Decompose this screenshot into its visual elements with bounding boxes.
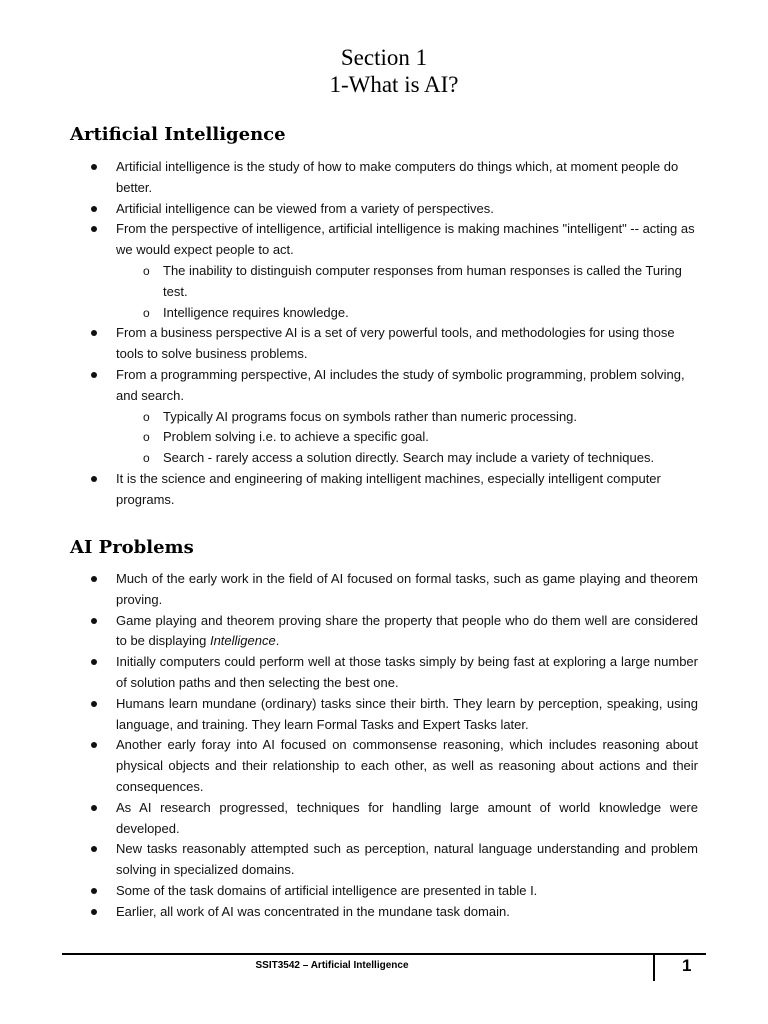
circle-bullet-icon: o	[143, 430, 150, 445]
list-item: New tasks reasonably attempted such as perception, natural language understanding and problem solving in specialized domains.	[116, 839, 698, 881]
list-item: Artificial intelligence is the study of how to make computers do things which, at moment people do better.	[116, 157, 698, 199]
bullet-dot-icon	[91, 805, 97, 811]
heading-artificial-intelligence: Artificial Intelligence	[70, 124, 286, 145]
bullet-dot-icon	[91, 372, 97, 378]
list-item: It is the science and engineering of making intelligent machines, especially intelligent computer programs.	[116, 469, 698, 511]
circle-bullet-icon: o	[143, 451, 150, 466]
sub-list-item: o Search - rarely access a solution directly. Search may include a variety of techniques.	[163, 448, 698, 469]
ai-definitions-list	[0, 157, 768, 511]
bullet-dot-icon	[91, 330, 97, 336]
page-number: 1	[682, 956, 692, 975]
ai-problems-list	[0, 569, 768, 923]
bullet-dot-icon	[91, 164, 97, 170]
bullet-dot-icon	[91, 909, 97, 915]
bullet-dot-icon	[91, 659, 97, 665]
page-title: 1-What is AI?	[329, 72, 459, 97]
bullet-dot-icon	[91, 476, 97, 482]
list-item: From a programming perspective, AI includes the study of symbolic programming, problem solving, and search. o Typically AI programs focus on symbols rather than numeric processing. o Problem solving i.e. to achieve a specific goal. o Search - rarely access a solution directly. Search may include a variety of techniques.	[116, 365, 698, 469]
circle-bullet-icon: o	[143, 409, 150, 424]
list-item: Another early foray into AI focused on commonsense reasoning, which includes reasoning about physical objects and their relationship to each other, as well as reasoning about actions and their consequences.	[116, 735, 698, 797]
list-item: Some of the task domains of artificial intelligence are presented in table I.	[116, 881, 698, 902]
list-item: From a business perspective AI is a set of very powerful tools, and methodologies for using those tools to solve business problems.	[116, 323, 698, 365]
sub-list	[116, 407, 698, 469]
list-item: Artificial intelligence can be viewed from a variety of perspectives.	[116, 199, 698, 220]
sub-list-item: o Problem solving i.e. to achieve a specific goal.	[163, 427, 698, 448]
circle-bullet-icon: o	[143, 305, 150, 320]
bullet-dot-icon	[91, 846, 97, 852]
footer-course-title: SSIT3542 – Artificial Intelligence	[255, 960, 409, 971]
list-item: Humans learn mundane (ordinary) tasks since their birth. They learn by perception, speaking, using language, and training. They learn Formal Tasks and Expert Tasks later.	[116, 694, 698, 736]
sub-list-item: o Typically AI programs focus on symbols rather than numeric processing.	[163, 407, 698, 428]
sub-list-item: o The inability to distinguish computer responses from human responses is called the Turing test.	[143, 262, 682, 299]
bullet-dot-icon	[91, 701, 97, 707]
bullet-dot-icon	[91, 888, 97, 894]
list-item: Initially computers could perform well at those tasks simply by being fast at exploring a large number of solution paths and then selecting the best one.	[116, 652, 698, 694]
heading-ai-problems: AI Problems	[70, 537, 194, 558]
footer-page-divider	[653, 953, 655, 981]
circle-bullet-icon: o	[143, 263, 150, 278]
footer-divider	[62, 953, 706, 955]
sub-list	[116, 261, 698, 323]
bullet-dot-icon	[91, 576, 97, 582]
list-item: Much of the early work in the field of AI focused on formal tasks, such as game playing and theorem proving.	[116, 569, 698, 611]
bullet-dot-icon	[91, 226, 97, 232]
sub-list-item: o Intelligence requires knowledge.	[163, 303, 698, 324]
list-item: From the perspective of intelligence, artificial intelligence is making machines "intelligent" -- acting as we would expect people to act. o The inability to distinguish computer responses from human responses is called the Turing test. o Intelligence requires knowledge.	[116, 219, 698, 323]
emphasis-intelligence: Intelligence	[209, 633, 276, 649]
section-label: Section 1	[340, 45, 428, 70]
list-item: Game playing and theorem proving share the property that people who do them well are considered to be displaying Intelligence.	[116, 611, 698, 653]
list-item: Earlier, all work of AI was concentrated in the mundane task domain.	[116, 902, 698, 923]
list-item: As AI research progressed, techniques for handling large amount of world knowledge were developed.	[116, 798, 698, 840]
page-header	[0, 44, 768, 98]
bullet-dot-icon	[91, 618, 97, 624]
bullet-dot-icon	[91, 742, 97, 748]
bullet-dot-icon	[91, 206, 97, 212]
